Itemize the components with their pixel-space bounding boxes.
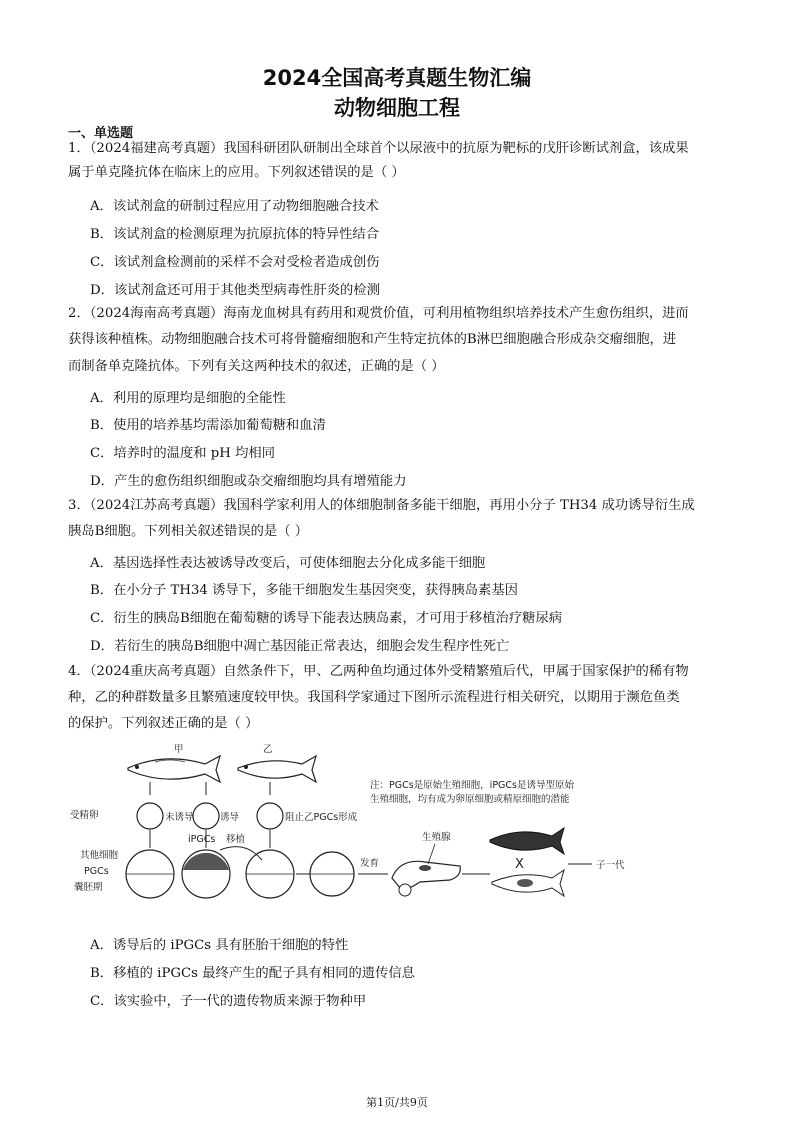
question-2-option-a: A．利用的原理均是细胞的全能性: [90, 391, 286, 406]
question-1-option-c: C．该试剂盒检测前的采样不会对受检者造成创伤: [90, 255, 380, 270]
figure-note-line-1: 注：PGCs是原始生殖细胞，iPGCs是诱导型原始: [370, 780, 574, 791]
document-subtitle: 动物细胞工程: [334, 96, 460, 120]
transplant-label: 移植: [226, 834, 246, 845]
section-heading: 一、单选题: [68, 126, 134, 141]
question-2-line-1: 2．（2024海南高考真题）海南龙血树具有药用和观赏价值，可利用植物组织培养技术产生愈伤组织，进而: [68, 306, 689, 321]
page-number: 第1页/共9页: [366, 1096, 428, 1109]
question-2-line-3: 而制备单克隆抗体。下列有关这两种技术的叙述，正确的是（ ）: [68, 359, 445, 374]
question-1-option-b: B．该试剂盒的检测原理为抗原抗体的特异性结合: [90, 227, 380, 242]
question-1-option-a: A．该试剂盒的研制过程应用了动物细胞融合技术: [90, 199, 379, 214]
adult-fish-bottom: [492, 870, 564, 896]
fish-b-illustration: [238, 756, 316, 782]
block-pgcs-label: 阻止乙PGCs形成: [285, 812, 358, 823]
question-4-option-a: A．诱导后的 iPGCs 具有胚胎干细胞的特性: [90, 938, 349, 953]
question-1-line-2: 属于单克隆抗体在临床上的应用。下列叙述错误的是（ ）: [68, 165, 405, 180]
question-2-option-b: B．使用的培养基均需添加葡萄糖和血清: [90, 418, 326, 433]
induced-label: 诱导: [220, 812, 240, 823]
question-3-line-1: 3．（2024江苏高考真题）我国科学家利用人的体细胞制备多能干细胞，再用小分子 TH34 成功诱导衍生成: [68, 498, 695, 513]
fish-a-label: 甲: [174, 744, 184, 755]
question-4-line-3: 的保护。下列叙述正确的是（ ）: [68, 716, 259, 731]
question-3-option-b: B．在小分子 TH34 诱导下，多能干细胞发生基因突变，获得胰岛素基因: [90, 583, 518, 598]
other-cells-label: 其他细胞: [80, 850, 119, 861]
egg-1: [137, 803, 163, 829]
question-3-option-d: D．若衍生的胰岛B细胞中凋亡基因能正常表达，细胞会发生程序性死亡: [90, 639, 510, 654]
not-induced-label: 未诱导: [165, 812, 194, 823]
blastula-label: 囊胚期: [74, 882, 103, 893]
question-1-option-d: D．该试剂盒还可用于其他类型病毒性肝炎的检测: [90, 283, 380, 298]
fertilized-egg-label: 受精卵: [70, 810, 99, 821]
fish-b-label: 乙: [263, 744, 273, 755]
adult-fish-top: [490, 828, 564, 854]
question-3-option-a: A．基因选择性表达被诱导改变后，可使体细胞去分化成多能干细胞: [90, 556, 486, 571]
question-4-line-1: 4．（2024重庆高考真题）自然条件下，甲、乙两种鱼均通过体外受精繁殖后代，甲属于国家保护的稀有物: [68, 664, 689, 679]
question-2-option-d: D．产生的愈伤组织细胞或杂交瘤细胞均具有增殖能力: [90, 474, 407, 489]
question-2-line-2: 获得该种植株。动物细胞融合技术可将骨髓瘤细胞和产生特定抗体的B淋巴细胞融合形成杂交瘤细胞，进: [68, 332, 677, 347]
question-4-line-2: 种，乙的种群数量多且繁殖速度较甲快。我国科学家通过下图所示流程进行相关研究，以期用于濒危鱼类: [68, 690, 680, 705]
question-4-option-c: C．该实验中，子一代的遗传物质来源于物种甲: [90, 994, 367, 1009]
develop-label: 发育: [360, 858, 380, 869]
question-1-line-1: 1．（2024福建高考真题）我国科研团队研制出全球首个以尿液中的抗原为靶标的戊肝诊断试剂盒，该成果: [68, 141, 689, 156]
egg-3: [257, 803, 283, 829]
fish-a-illustration: [128, 756, 220, 782]
question-3-line-2: 胰岛B细胞。下列相关叙述错误的是（ ）: [68, 524, 309, 539]
offspring-label: 子一代: [596, 860, 625, 871]
pgcs-label: PGCs: [84, 866, 109, 877]
question-3-option-c: C．衍生的胰岛B细胞在葡萄糖的诱导下能表达胰岛素，才可用于移植治疗糖尿病: [90, 611, 563, 626]
experiment-flow-figure: [70, 740, 650, 915]
gonad-label: 生殖腺: [422, 832, 451, 843]
cross-symbol: X: [515, 857, 524, 872]
document-title: 2024全国高考真题生物汇编: [262, 66, 532, 90]
question-4-option-b: B．移植的 iPGCs 最终产生的配子具有相同的遗传信息: [90, 966, 415, 981]
ipgcs-label: iPGCs: [188, 834, 216, 845]
figure-note-line-2: 生殖细胞，均有成为卵原细胞或精原细胞的潜能: [370, 794, 570, 805]
question-2-option-c: C．培养时的温度和 pH 均相同: [90, 446, 276, 461]
egg-2: [193, 803, 219, 829]
